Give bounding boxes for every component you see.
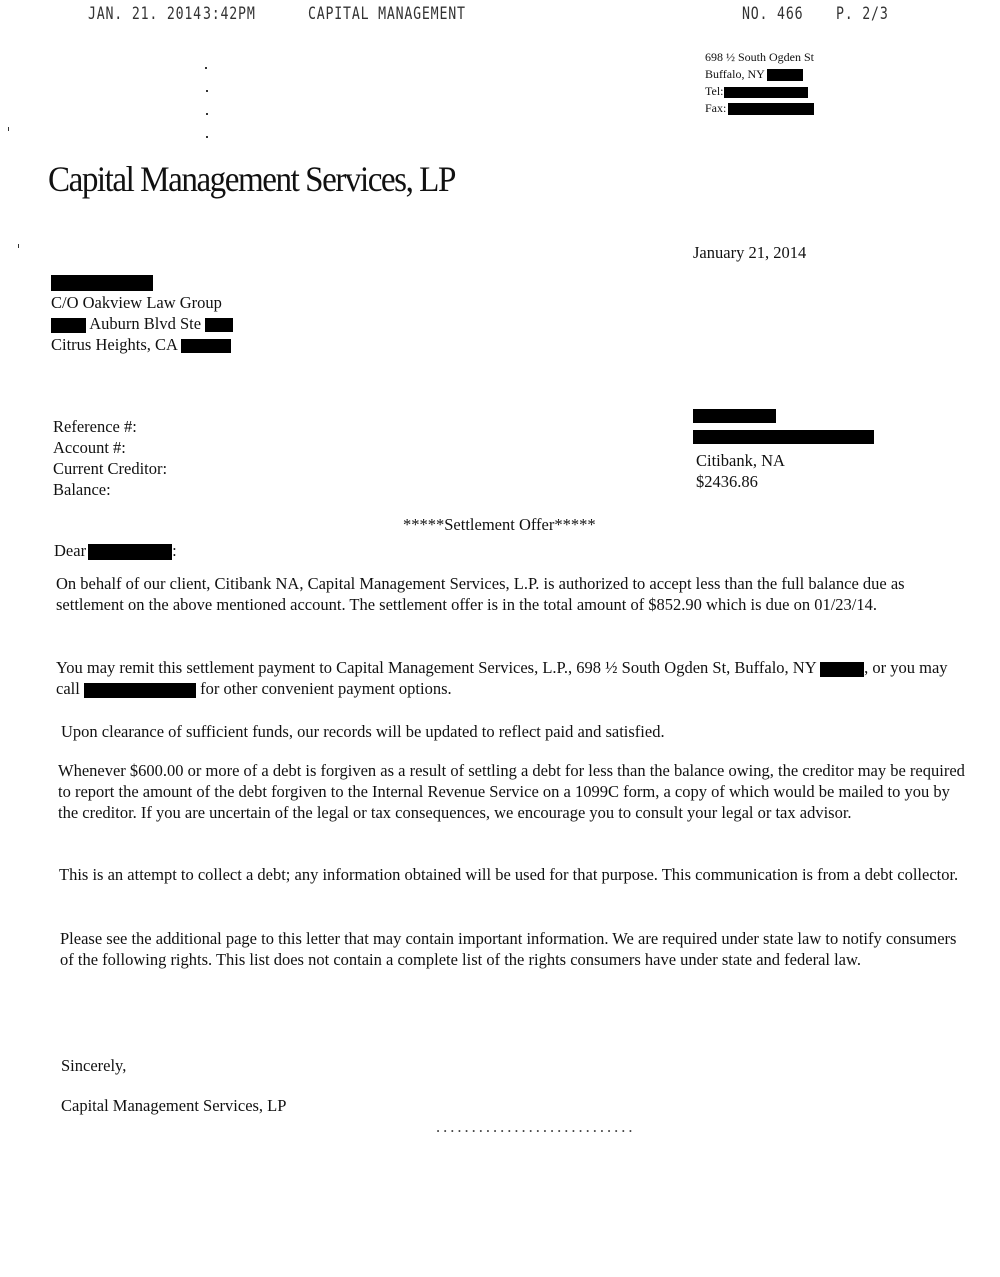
fax-page: P. 2/3 (836, 4, 889, 24)
paragraph-state-rights: Please see the additional page to this letter that may contain important information. We are required under state law to notify consumers of the following rights. This list does not contain a complete list of the rights consumers have under state and federal law. (60, 929, 957, 969)
redaction-bar (820, 662, 864, 677)
creditor-label: Current Creditor: (53, 459, 168, 478)
address-fax-line (705, 100, 814, 117)
salutation (54, 540, 177, 561)
creditor-value: Citibank, NA (696, 451, 785, 470)
dotted-line: ............................ (436, 1117, 636, 1136)
redaction-bar (181, 339, 231, 353)
fax-sender: CAPITAL MANAGEMENT (308, 4, 466, 24)
scan-dot (205, 67, 207, 69)
recipient-line2: C/O Oakview Law Group (51, 293, 222, 312)
scan-mark (18, 244, 19, 248)
scan-mark (8, 127, 9, 131)
redaction-bar (84, 683, 196, 698)
address-city-line (705, 66, 814, 83)
company-letterhead: Capital Management Services, LP (48, 159, 455, 199)
redaction-bar (88, 544, 172, 560)
redaction-bar (728, 103, 814, 115)
signature-company: Capital Management Services, LP (61, 1096, 287, 1115)
paragraph-debt-collector: This is an attempt to collect a debt; any information obtained will be used for that purpose. This communication is from a debt collector. (59, 865, 959, 884)
fax-date: JAN. 21. 2014 (88, 4, 202, 24)
tel-label: Tel: (705, 84, 724, 98)
fax-label: Fax: (705, 101, 727, 115)
remit-text-3: for other convenient payment options. (200, 679, 452, 698)
paragraph-settlement-amount: On behalf of our client, Citibank NA, Capital Management Services, L.P. is authorized to accept less than the full balance due as settlement on the above mentioned account. The settlement offer is in the total amount of $852.90 which is due on 01/23/14. (56, 574, 905, 614)
paragraph-debt-forgiven: Whenever $600.00 or more of a debt is forgiven as a result of settling a debt for less than the balance owing, the creditor may be required to report the amount of the debt forgiven to the Internal Revenue Service on a 1099C form, a copy of which would be mailed to you by the creditor. If you are uncertain of the legal or tax consequences, we encourage you to consult your legal or tax advisor. (58, 761, 965, 822)
reference-values (696, 450, 785, 492)
recipient-city: Citrus Heights, CA (51, 335, 178, 354)
paragraph-remit-payment (56, 657, 968, 699)
address-tel-line (705, 83, 814, 100)
letter-date: January 21, 2014 (693, 243, 807, 262)
redaction-bar (724, 87, 808, 98)
salutation-suffix: : (172, 541, 177, 560)
redaction-bar (51, 275, 153, 291)
recipient-address (51, 271, 233, 355)
reference-labels (53, 416, 167, 500)
recipient-line4 (51, 334, 233, 355)
reference-redaction (693, 409, 776, 423)
valediction: Sincerely, (61, 1056, 127, 1075)
redaction-bar (205, 318, 233, 332)
address-city: Buffalo, NY (705, 67, 765, 81)
recipient-street: Auburn Blvd Ste (89, 314, 202, 333)
redaction-bar (51, 318, 86, 333)
fax-number: NO. 466 (742, 4, 804, 24)
settlement-offer-heading: *****Settlement Offer***** (403, 515, 596, 534)
account-label: Account #: (53, 438, 126, 457)
balance-label: Balance: (53, 480, 111, 499)
scan-dot (206, 113, 208, 115)
scan-dot (206, 90, 208, 92)
scan-dot (206, 136, 208, 138)
account-redaction (693, 430, 874, 444)
address-street: 698 ½ South Ogden St (705, 50, 815, 64)
fax-time: 3:42PM (203, 4, 256, 24)
company-address (705, 49, 814, 117)
reference-label: Reference #: (53, 417, 137, 436)
recipient-line3 (51, 313, 233, 334)
remit-text-2: , or you may call (56, 658, 948, 698)
balance-value: $2436.86 (696, 472, 758, 491)
remit-text-1: You may remit this settlement payment to Capital Management Services, L.P., 698 ½ South Ogden St, Buffalo, NY (56, 658, 816, 677)
redaction-bar (767, 69, 803, 81)
recipient-name-line (51, 271, 233, 292)
salutation-prefix: Dear (54, 541, 87, 560)
paragraph-clearance: Upon clearance of sufficient funds, our records will be updated to reflect paid and satisfied. (61, 722, 665, 741)
